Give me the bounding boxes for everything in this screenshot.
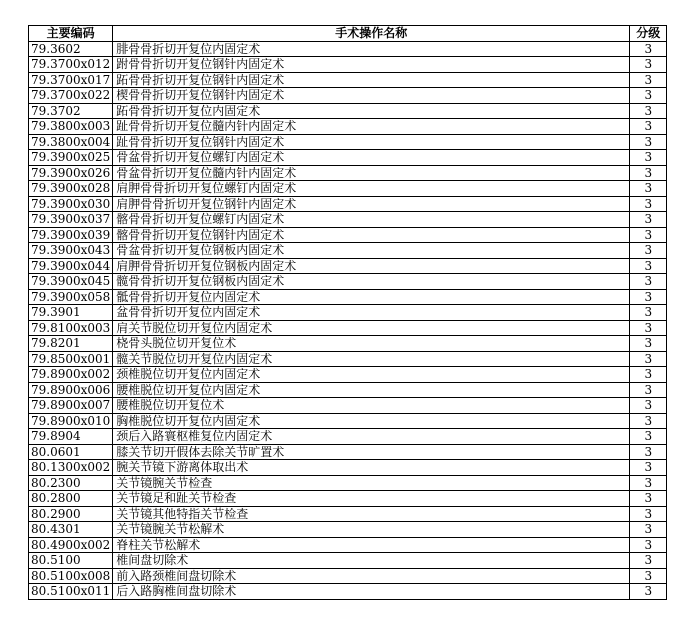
header-code: 主要编码 <box>29 26 113 42</box>
cell-grade: 3 <box>630 165 667 181</box>
cell-grade: 3 <box>630 382 667 398</box>
cell-code: 80.2300 <box>29 475 113 491</box>
cell-grade: 3 <box>630 537 667 553</box>
cell-name: 盆骨骨折切开复位内固定术 <box>113 305 630 321</box>
table-row <box>29 227 667 243</box>
cell-grade: 3 <box>630 553 667 569</box>
cell-code: 80.0601 <box>29 444 113 460</box>
cell-code: 80.5100x011 <box>29 584 113 600</box>
cell-name: 胸椎脱位切开复位内固定术 <box>113 413 630 429</box>
cell-name: 髂骨骨折切开复位钢针内固定术 <box>113 227 630 243</box>
cell-name: 髋关节脱位切开复位内固定术 <box>113 351 630 367</box>
table-row <box>29 41 667 57</box>
cell-grade: 3 <box>630 568 667 584</box>
table-row <box>29 475 667 491</box>
table-row <box>29 212 667 228</box>
cell-name: 肩胛骨骨折切开复位钢针内固定术 <box>113 196 630 212</box>
table-row <box>29 320 667 336</box>
cell-grade: 3 <box>630 305 667 321</box>
cell-code: 79.3901 <box>29 305 113 321</box>
table-row <box>29 460 667 476</box>
cell-code: 79.3900x044 <box>29 258 113 274</box>
cell-code: 80.4900x002 <box>29 537 113 553</box>
cell-grade: 3 <box>630 150 667 166</box>
cell-code: 79.3900x026 <box>29 165 113 181</box>
table-row <box>29 584 667 600</box>
cell-name: 关节镜足和趾关节检查 <box>113 491 630 507</box>
cell-code: 79.8201 <box>29 336 113 352</box>
cell-name: 桡骨头脱位切开复位术 <box>113 336 630 352</box>
cell-name: 关节镜腕关节松解术 <box>113 522 630 538</box>
cell-name: 跖骨骨折切开复位内固定术 <box>113 103 630 119</box>
cell-code: 79.3900x043 <box>29 243 113 259</box>
header-grade: 分级 <box>630 26 667 42</box>
cell-grade: 3 <box>630 351 667 367</box>
cell-grade: 3 <box>630 119 667 135</box>
table-row <box>29 72 667 88</box>
cell-grade: 3 <box>630 103 667 119</box>
cell-name: 后入路胸椎间盘切除术 <box>113 584 630 600</box>
cell-grade: 3 <box>630 522 667 538</box>
cell-code: 79.3700x017 <box>29 72 113 88</box>
table-row <box>29 181 667 197</box>
cell-name: 腕关节镜下游离体取出术 <box>113 460 630 476</box>
cell-name: 前入路颈椎间盘切除术 <box>113 568 630 584</box>
cell-name: 趾骨骨折切开复位钢针内固定术 <box>113 134 630 150</box>
cell-code: 80.1300x002 <box>29 460 113 476</box>
cell-grade: 3 <box>630 367 667 383</box>
table-row <box>29 88 667 104</box>
table-row <box>29 258 667 274</box>
cell-name: 髋骨骨折切开复位钢板内固定术 <box>113 274 630 290</box>
cell-name: 骨盆骨折切开复位螺钉内固定术 <box>113 150 630 166</box>
cell-name: 颈椎脱位切开复位内固定术 <box>113 367 630 383</box>
cell-name: 跖骨骨折切开复位钢针内固定术 <box>113 72 630 88</box>
table-row <box>29 367 667 383</box>
cell-grade: 3 <box>630 57 667 73</box>
cell-grade: 3 <box>630 181 667 197</box>
cell-name: 颈后入路寰枢椎复位内固定术 <box>113 429 630 445</box>
cell-name: 关节镜其他特指关节检查 <box>113 506 630 522</box>
table-row <box>29 165 667 181</box>
cell-grade: 3 <box>630 196 667 212</box>
cell-code: 79.3700x022 <box>29 88 113 104</box>
cell-name: 跗骨骨折切开复位钢针内固定术 <box>113 57 630 73</box>
cell-grade: 3 <box>630 72 667 88</box>
table-row <box>29 134 667 150</box>
cell-code: 79.8900x010 <box>29 413 113 429</box>
cell-name: 肩胛骨骨折切开复位钢板内固定术 <box>113 258 630 274</box>
cell-code: 80.2900 <box>29 506 113 522</box>
cell-grade: 3 <box>630 491 667 507</box>
cell-grade: 3 <box>630 243 667 259</box>
table-row <box>29 274 667 290</box>
cell-grade: 3 <box>630 258 667 274</box>
cell-grade: 3 <box>630 134 667 150</box>
cell-code: 79.3800x003 <box>29 119 113 135</box>
cell-code: 80.4301 <box>29 522 113 538</box>
cell-name: 椎间盘切除术 <box>113 553 630 569</box>
cell-code: 79.3700x012 <box>29 57 113 73</box>
table-row <box>29 305 667 321</box>
table-row <box>29 413 667 429</box>
cell-name: 趾骨骨折切开复位髓内针内固定术 <box>113 119 630 135</box>
cell-code: 79.3900x058 <box>29 289 113 305</box>
header-row <box>29 26 667 42</box>
table-row <box>29 119 667 135</box>
cell-grade: 3 <box>630 88 667 104</box>
cell-code: 80.2800 <box>29 491 113 507</box>
cell-code: 79.8100x003 <box>29 320 113 336</box>
cell-code: 79.3900x025 <box>29 150 113 166</box>
cell-grade: 3 <box>630 336 667 352</box>
cell-name: 腰椎脱位切开复位术 <box>113 398 630 414</box>
cell-grade: 3 <box>630 444 667 460</box>
cell-code: 79.3602 <box>29 41 113 57</box>
table-row <box>29 568 667 584</box>
cell-grade: 3 <box>630 212 667 228</box>
cell-name: 楔骨骨折切开复位钢针内固定术 <box>113 88 630 104</box>
cell-code: 79.3900x030 <box>29 196 113 212</box>
cell-name: 腰椎脱位切开复位内固定术 <box>113 382 630 398</box>
cell-code: 80.5100x008 <box>29 568 113 584</box>
table-row <box>29 537 667 553</box>
cell-name: 骨盆骨折切开复位钢板内固定术 <box>113 243 630 259</box>
cell-name: 脊柱关节松解术 <box>113 537 630 553</box>
table-row <box>29 506 667 522</box>
cell-code: 79.3900x028 <box>29 181 113 197</box>
table-row <box>29 196 667 212</box>
cell-name: 关节镜腕关节检查 <box>113 475 630 491</box>
cell-grade: 3 <box>630 320 667 336</box>
table-row <box>29 429 667 445</box>
cell-code: 79.3900x037 <box>29 212 113 228</box>
table-row <box>29 351 667 367</box>
cell-code: 79.3900x045 <box>29 274 113 290</box>
cell-grade: 3 <box>630 274 667 290</box>
cell-code: 79.8900x007 <box>29 398 113 414</box>
cell-grade: 3 <box>630 289 667 305</box>
surgery-grade-table <box>28 25 667 600</box>
cell-grade: 3 <box>630 506 667 522</box>
table-row <box>29 243 667 259</box>
cell-code: 79.3800x004 <box>29 134 113 150</box>
table-row <box>29 336 667 352</box>
table-row <box>29 444 667 460</box>
cell-name: 膝关节切开假体去除关节旷置术 <box>113 444 630 460</box>
table-row <box>29 57 667 73</box>
cell-code: 79.8904 <box>29 429 113 445</box>
table-row <box>29 553 667 569</box>
table-row <box>29 150 667 166</box>
cell-grade: 3 <box>630 429 667 445</box>
cell-grade: 3 <box>630 41 667 57</box>
cell-code: 79.8500x001 <box>29 351 113 367</box>
cell-name: 肩关节脱位切开复位内固定术 <box>113 320 630 336</box>
cell-code: 79.3900x039 <box>29 227 113 243</box>
cell-grade: 3 <box>630 475 667 491</box>
cell-grade: 3 <box>630 413 667 429</box>
table-row <box>29 382 667 398</box>
cell-code: 79.8900x002 <box>29 367 113 383</box>
cell-code: 80.5100 <box>29 553 113 569</box>
table-row <box>29 522 667 538</box>
cell-grade: 3 <box>630 398 667 414</box>
cell-grade: 3 <box>630 227 667 243</box>
cell-code: 79.8900x006 <box>29 382 113 398</box>
cell-name: 腓骨骨折切开复位内固定术 <box>113 41 630 57</box>
cell-grade: 3 <box>630 584 667 600</box>
table-row <box>29 289 667 305</box>
table-row <box>29 398 667 414</box>
cell-name: 髂骨骨折切开复位螺钉内固定术 <box>113 212 630 228</box>
header-name: 手术操作名称 <box>113 26 630 42</box>
cell-name: 骨盆骨折切开复位髓内针内固定术 <box>113 165 630 181</box>
table-body <box>29 41 667 599</box>
cell-code: 79.3702 <box>29 103 113 119</box>
cell-name: 骶骨骨折切开复位内固定术 <box>113 289 630 305</box>
cell-grade: 3 <box>630 460 667 476</box>
table-row <box>29 103 667 119</box>
cell-name: 肩胛骨骨折切开复位螺钉内固定术 <box>113 181 630 197</box>
table-row <box>29 491 667 507</box>
